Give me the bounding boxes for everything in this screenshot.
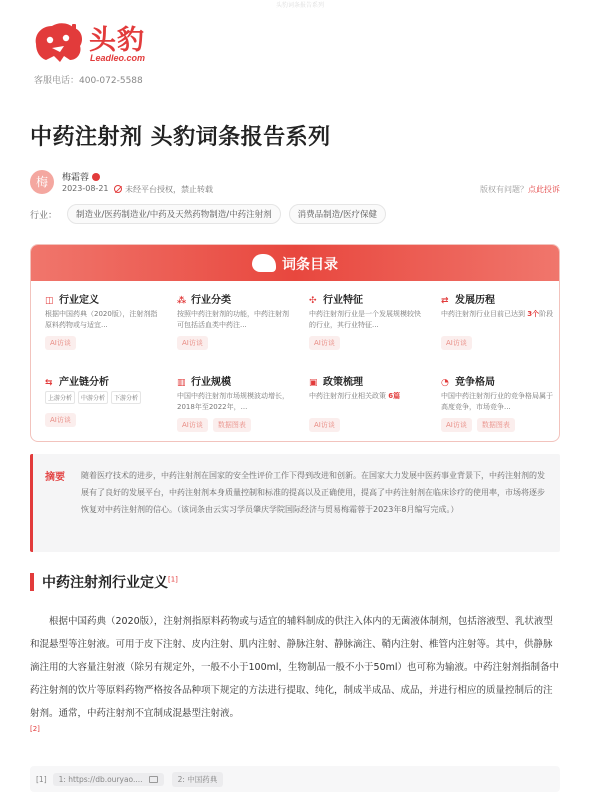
downstream-tag[interactable]: 下游分析 bbox=[111, 391, 141, 404]
toc-title: 词条目录 bbox=[282, 257, 338, 273]
hierarchy-icon: ⁂ bbox=[177, 296, 187, 306]
author-name[interactable] bbox=[62, 170, 100, 183]
external-link-icon bbox=[149, 776, 158, 783]
citation-link[interactable]: [2] bbox=[30, 725, 40, 733]
copyright-report bbox=[480, 184, 560, 195]
ai-interview-tag[interactable]: AI访谈 bbox=[45, 336, 76, 350]
toc-item-features[interactable] bbox=[309, 291, 427, 350]
logo-text-cn: 头豹 bbox=[89, 25, 145, 56]
page-header-faint: 头豹词条报告系列 bbox=[275, 2, 324, 9]
toc-item-history[interactable] bbox=[441, 291, 559, 350]
tiger-logo-icon bbox=[30, 20, 86, 66]
table-of-contents bbox=[30, 244, 560, 442]
toc-item-desc bbox=[309, 391, 427, 413]
copyright-notice-text: 未经平台授权，禁止转载 bbox=[125, 185, 213, 194]
copyright-notice bbox=[114, 184, 213, 195]
toc-item-title: 行业定义 bbox=[59, 295, 99, 306]
desc-text: 中药注射剂行业目前已达到 bbox=[441, 310, 528, 318]
data-chart-tag[interactable]: 数据图表 bbox=[213, 418, 251, 432]
ai-interview-tag[interactable]: AI访谈 bbox=[309, 336, 340, 350]
policy-icon: ▣ bbox=[309, 378, 318, 388]
references-bar bbox=[30, 766, 560, 792]
toc-item-policy[interactable] bbox=[309, 373, 427, 432]
reference-text: 1: https://db.ouryao.... bbox=[58, 774, 143, 784]
policy-count: 6篇 bbox=[388, 392, 401, 400]
toc-item-title: 竞争格局 bbox=[455, 377, 495, 388]
gear-icon: ✣ bbox=[309, 296, 317, 306]
page-title: 中药注射剂 头豹词条报告系列 bbox=[30, 125, 331, 150]
bar-chart-icon: ▥ bbox=[177, 378, 186, 388]
ai-interview-tag[interactable]: AI访谈 bbox=[177, 336, 208, 350]
abstract-text: 随着医疗技术的进步，中药注射剂在国家的安全性评价工作下得到改进和创新。在国家大力发展中医药事业背景下，中药注射剂的发展有了良好的发展平台，中药注射剂本身质量控制和标准的提高以及正确使用，提高了中药注射剂在临床诊疗的使用率，市场将逐步恢复对中药注射剂的信心。（该词条由云实习学员肇庆学院国际经济与贸易梅霜蓉于2023年8月编写完成。） bbox=[81, 471, 545, 514]
history-icon: ⇄ bbox=[441, 296, 449, 306]
toc-item-definition[interactable] bbox=[45, 291, 163, 350]
leadleo-logo[interactable] bbox=[30, 18, 160, 70]
industry-label: 行业： bbox=[30, 210, 58, 221]
toc-item-scale[interactable] bbox=[177, 373, 295, 432]
abstract-label: 摘要 bbox=[45, 472, 65, 483]
reference-index: [1] bbox=[36, 774, 47, 784]
upstream-tag[interactable]: 上游分析 bbox=[45, 391, 75, 404]
definition-paragraph: 根据中国药典（2020版），注射剂指原料药物或与适宜的辅料制成的供注入体内的无菌液体制剂，包括溶液型、乳状液型和混悬型等注射液。可用于皮下注射、皮内注射、肌内注射、静脉注射、静脉滴注、鞘内注射、椎管内注射等。其中，供静脉滴注用的大容量注射液（除另有规定外，一般不小于100ml，生物制品一般不小于50ml）也可称为输液。中药注射剂指制备中药注射剂的饮片等原料药物严格按各品种项下规定的方法进行提取、纯化，制成半成品、成品，并进行相应的质量控制后的注射剂。通常，中药注射剂不宜制成混悬型注射液。 bbox=[30, 616, 560, 719]
search-doc-icon: ◫ bbox=[45, 296, 54, 306]
reference-chip[interactable] bbox=[172, 772, 224, 787]
toc-item-title: 行业规模 bbox=[191, 377, 231, 388]
toc-item-desc: 中国中药注射剂行业的竞争格局属于高度竞争，市场竞争... bbox=[441, 392, 553, 411]
prohibited-icon bbox=[114, 185, 122, 193]
toc-item-title: 行业分类 bbox=[191, 295, 231, 306]
toc-item-classification[interactable] bbox=[177, 291, 295, 350]
verified-badge-icon bbox=[92, 173, 100, 181]
citation-link[interactable]: [1] bbox=[168, 575, 178, 584]
toc-item-desc: 根据中国药典（2020版），注射剂指原料药物或与适宜... bbox=[45, 310, 158, 329]
customer-service-hotline: 客服电话：400-072-5588 bbox=[34, 76, 143, 86]
author-name-text: 梅霜蓉 bbox=[62, 173, 90, 183]
section-heading-text: 中药注射剂行业定义 bbox=[42, 575, 168, 591]
toc-header bbox=[31, 245, 559, 281]
chain-icon: ⇆ bbox=[45, 378, 53, 388]
author-avatar[interactable]: 梅 bbox=[30, 170, 54, 194]
toc-item-title: 行业特征 bbox=[323, 295, 363, 306]
publish-date: 2023-08-21 bbox=[62, 184, 109, 193]
section-accent-bar bbox=[30, 573, 34, 591]
ai-interview-tag[interactable]: AI访谈 bbox=[45, 413, 76, 427]
industry-tags bbox=[30, 204, 394, 224]
toc-item-title: 发展历程 bbox=[455, 295, 495, 306]
pie-chart-icon: ◔ bbox=[441, 378, 449, 388]
toc-item-desc bbox=[441, 309, 559, 331]
toc-item-industry-chain[interactable] bbox=[45, 373, 163, 427]
abstract-box bbox=[30, 454, 560, 552]
ai-interview-tag[interactable]: AI访谈 bbox=[309, 418, 340, 432]
data-chart-tag[interactable]: 数据图表 bbox=[477, 418, 515, 432]
toc-item-desc: 按照中药注射剂的功能，中药注射剂可包括活血类中药注... bbox=[177, 310, 289, 329]
toc-item-title: 政策梳理 bbox=[323, 377, 363, 388]
toc-item-desc: 中药注射剂行业是一个发展规模较快的行业，其行业特征... bbox=[309, 310, 421, 329]
toc-item-competition[interactable] bbox=[441, 373, 559, 432]
reference-chip[interactable] bbox=[53, 773, 164, 786]
ai-interview-tag[interactable]: AI访谈 bbox=[441, 418, 472, 432]
industry-tag[interactable]: 制造业/医药制造业/中药及天然药物制造/中药注射剂 bbox=[67, 204, 281, 224]
stage-count: 3个 bbox=[527, 310, 540, 318]
ai-interview-tag[interactable]: AI访谈 bbox=[177, 418, 208, 432]
report-complaint-link[interactable]: 点此投诉 bbox=[528, 185, 560, 194]
tiger-icon bbox=[252, 254, 276, 272]
logo-text-en: Leadleo.com bbox=[90, 53, 146, 63]
reference-text: 2: 中国药典 bbox=[177, 774, 218, 784]
industry-tag[interactable]: 消费品制造/医疗保健 bbox=[289, 204, 386, 224]
desc-text: 阶段 bbox=[539, 310, 554, 318]
midstream-tag[interactable]: 中游分析 bbox=[78, 391, 108, 404]
report-prefix: 版权有问题？ bbox=[480, 185, 528, 194]
toc-item-desc: 中国中药注射剂市场规模波动增长，2018年至2022年，... bbox=[177, 392, 289, 411]
desc-text: 中药注射剂行业相关政策 bbox=[309, 392, 389, 400]
toc-item-title: 产业链分析 bbox=[59, 377, 109, 388]
ai-interview-tag[interactable]: AI访谈 bbox=[441, 336, 472, 350]
